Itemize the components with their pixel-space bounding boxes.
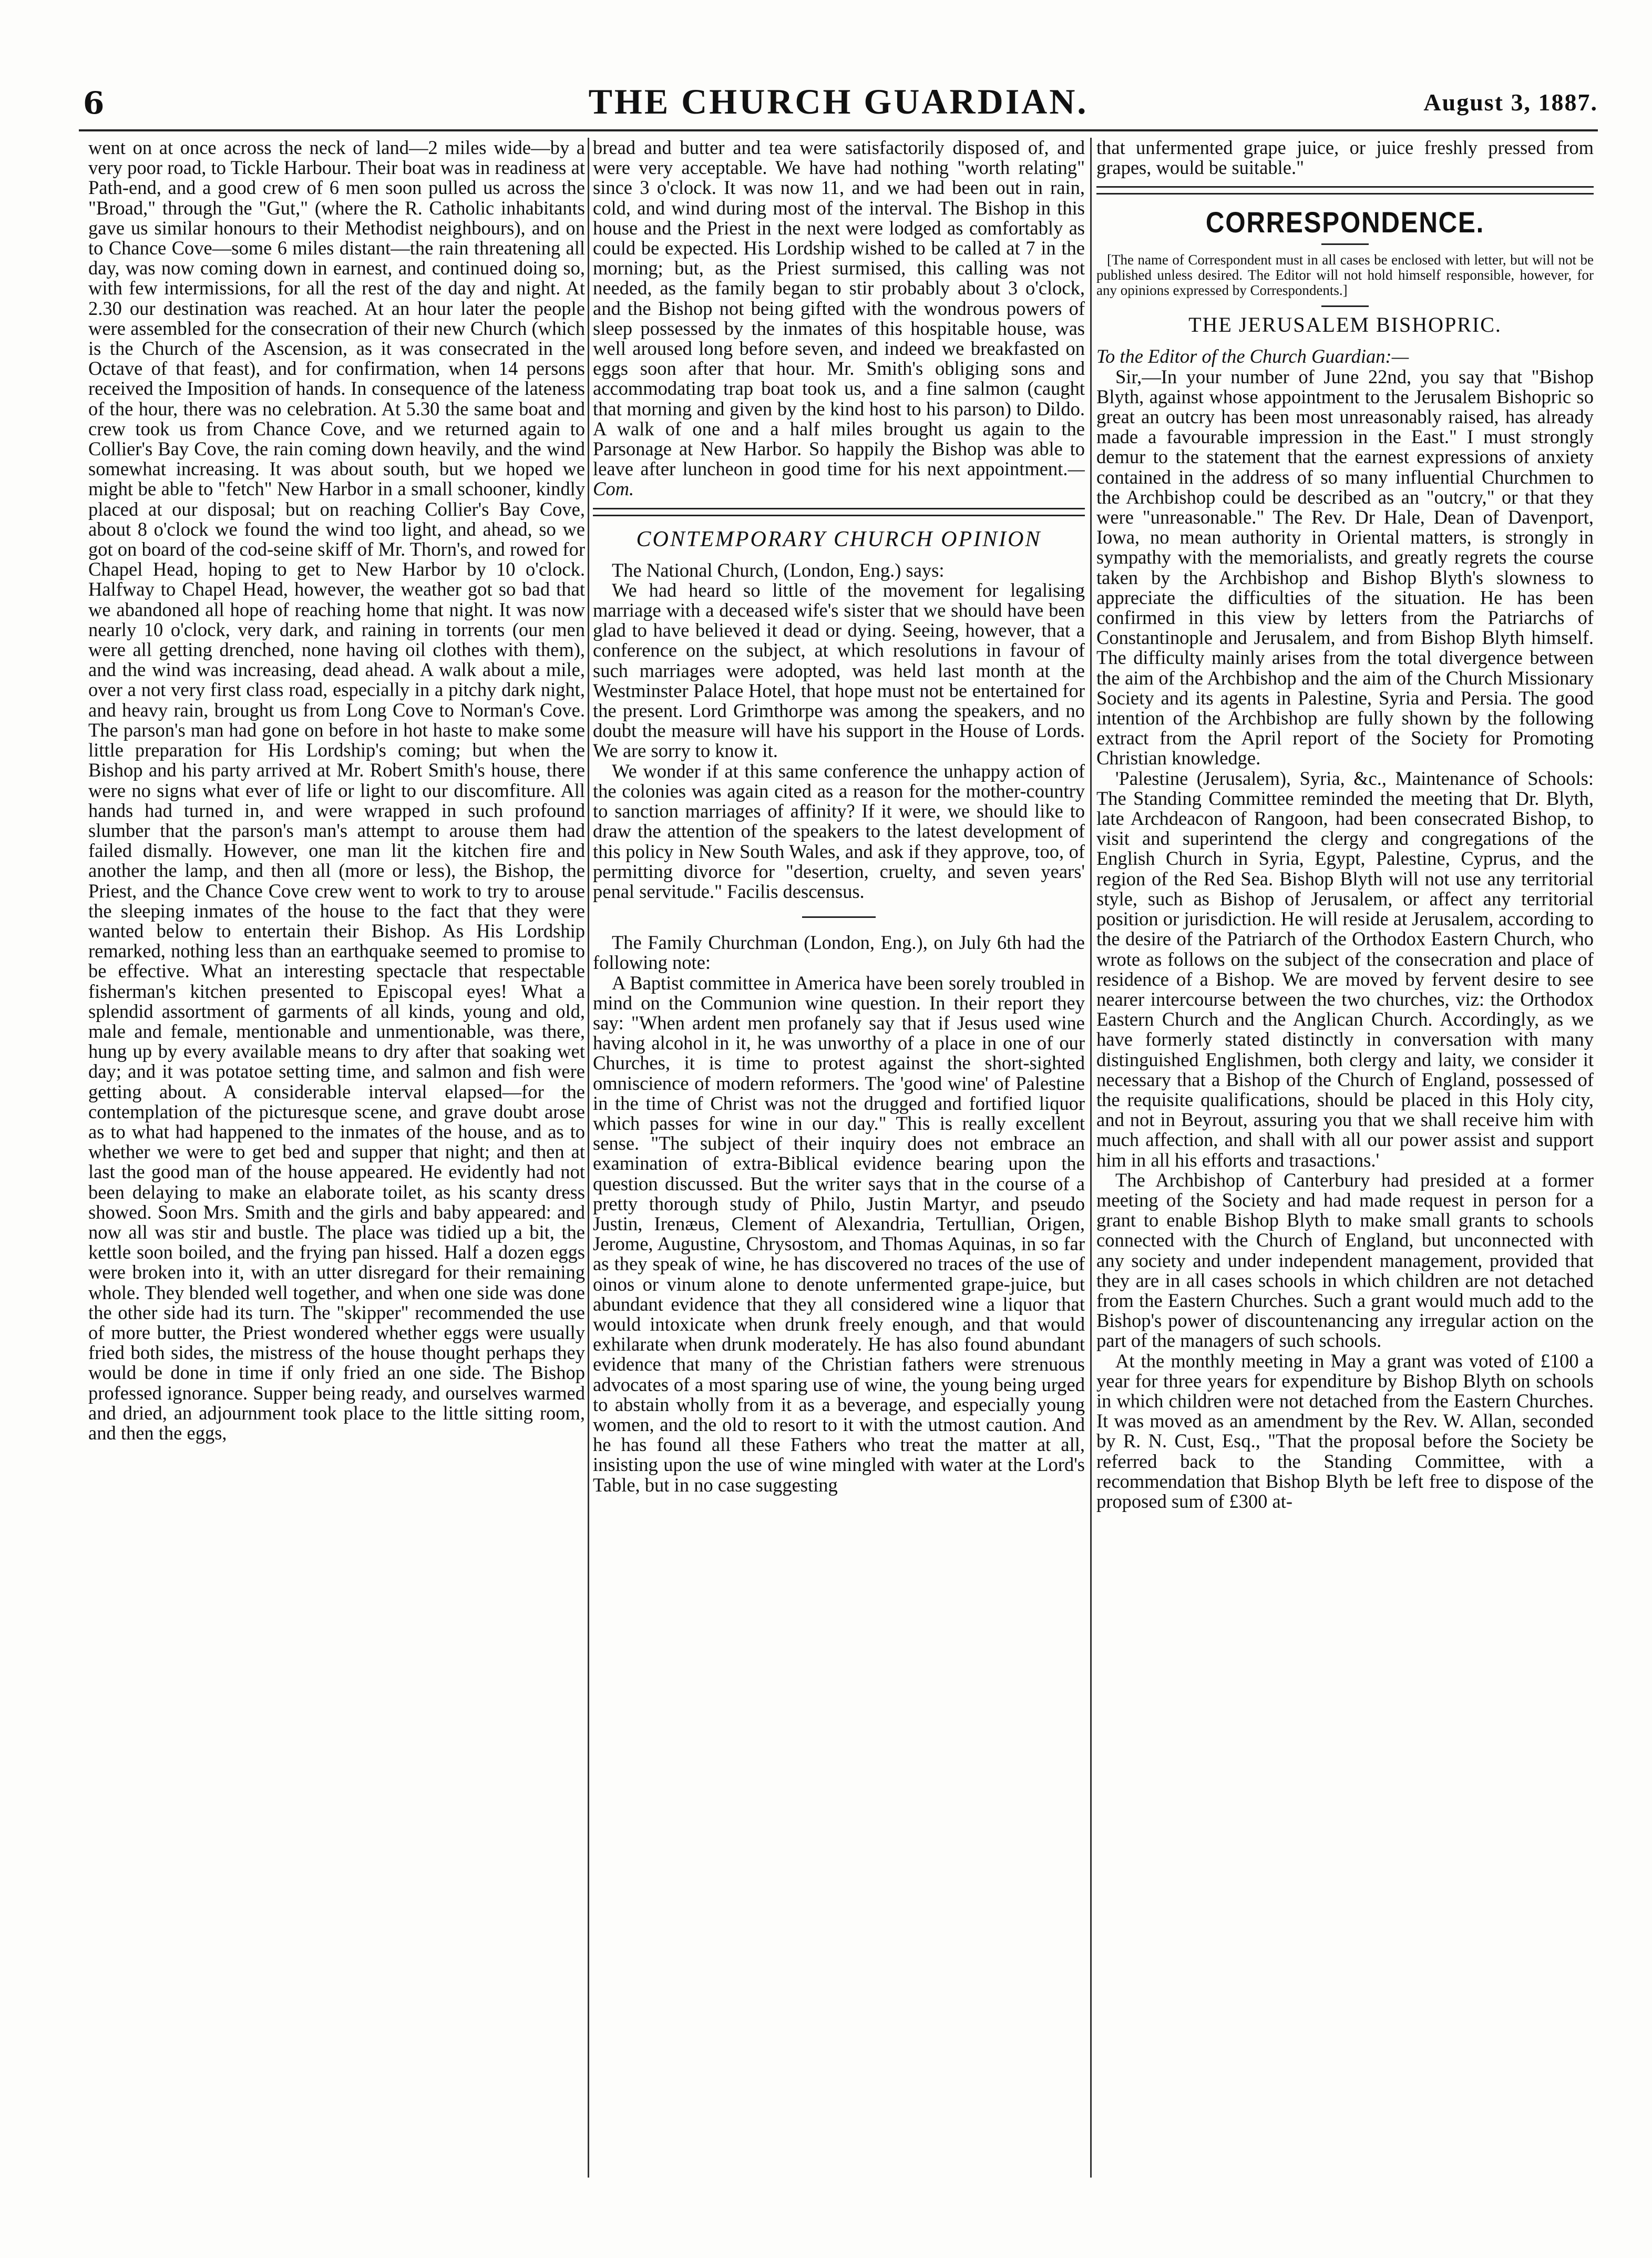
- source-intro: The National Church, (London, Eng.) says:: [612, 559, 945, 581]
- quoted-paragraph: We wonder if at this same conference the unhappy action of the colonies was again cited as a reason for the mother-country to sanction marriages of affinity? If it were, we should like to draw the attention of the speakers to the latest development of this policy in New South Wales, and ask if they approve, too, of permitting divorce for "desertion, cruelty, and seven years' penal servitude." Facilis descensus.: [593, 760, 1085, 902]
- narrative-continuation-text: bread and butter and tea were satisfactorily disposed of, and were very acceptable. We have had nothing "worth relating" since 3 o'clock. It was now 11, and we had been out in rain, cold, and wind during most of the interval. The Bishop in this house and the Priest in the next were lodged as comfortably as could be expected. His Lordship wished to be called at 7 in the morning; but, as the Priest surmised, this calling was not needed, as the family began to stir probably about 3 o'clock, and the Bishop not being gifted with the wondrous powers of sleep possessed by the inmates of this hospitable house, was well aroused long before seven, and indeed we breakfasted on eggs soon after that hour. Mr. Smith's obliging sons and accommodating trap boat took us, and a fine salmon (caught that morning and given by the kind host to his parson) to Dildo. A walk of one and a half miles brought us again to the Parsonage at New Harbor. So happily the Bishop was able to leave after luncheon in good time for his next appointment.: [593, 138, 1085, 480]
- column-divider: [1090, 138, 1092, 2178]
- source-intro: The Family Churchman (London, Eng.), on July 6th had the following note:: [593, 932, 1085, 974]
- separator-rule: [1321, 305, 1369, 307]
- article-heading: THE JERUSALEM BISHOPRIC.: [1188, 313, 1502, 337]
- masthead-rule: [79, 129, 1598, 131]
- correspondence-note: [The name of Correspondent must in all cases be enclosed with letter, but will not be published unless desired. The Editor will not hold himself responsible, however, for any opinions expressed by Correspondents.]: [1096, 252, 1594, 299]
- masthead: [79, 79, 1598, 126]
- column-divider: [588, 138, 589, 2178]
- letter-paragraph: The Archbishop of Canterbury had presided at a former meeting of the Society and had made request in person for a grant to enable Bishop Blyth to make small grants to schools connected with the Church of England, but unconnected with any society and under independent management, provided that they are in all cases schools in which children are not detached from the Eastern Churches. Such a grant would much add to the Bishop's power of discountenancing any irregular action on the part of the managers of such schools.: [1096, 1169, 1594, 1352]
- correspondence-heading: CORRESPONDENCE.: [1205, 206, 1485, 239]
- section-rule: [1096, 186, 1594, 195]
- narrative-paragraph: went on at once across the neck of land—2 miles wide—by a very poor road, to Tickle Harbour. Their boat was in readiness at Path-end, and a good crew of 6 men soon pulled us across the "Broad," through the "Gut," (where the R. Catholic inhabitants gave us similar honours to their Methodist neighbours), and on to Chance Cove—some 6 miles distant—the rain threatening all day, was now coming down in earnest, and continued doing so, with few intermissions, for all the rest of the day and night. At 2.30 our destination was reached. At an hour later the people were assembled for the consecration of their new Church (which is the Church of the Ascension, as it was consecrated in the Octave of that feast), and for confirmation, when 14 persons received the Imposition of hands. In consequence of the lateness of the hour, there was no celebration. At 5.30 the same boat and crew took us from Chance Cove, and we returned again to Collier's Bay Cove, the rain coming down heavily, and the wind somewhat increasing. It was about south, but we hoped we might be able to "fetch" New Harbor in a small schooner, kindly placed at our disposal; but on reaching Collier's Bay Cove, about 8 o'clock we found the wind too light, and ahead, so we got on board of the cod-seine skiff of Mr. Thorn's, and rowed for Chapel Head, hoping to get to New Harbor by 10 o'clock. Halfway to Chapel Head, however, the weather got so bad that we abandoned all hope of reaching home that night. It was now nearly 10 o'clock, very dark, and raining in torrents (our men were all getting drenched, none having oil clothes with them), and the wind was increasing, dead ahead. A walk about a mile, over a not very first class road, especially in a pitchy dark night, and heavy rain, brought us from Long Cove to Norman's Cove. The parson's man had gone on before in hot haste to make some little preparation for His Lordship's coming; but when the Bishop and his party arrived at Mr. Robert Smith's house, there were no signs what ever of life or light to our discomfiture. All hands had turned in, and were wrapped in such profound slumber that the parson's man's attempt to arouse them had failed dismally. However, one man lit the kitchen fire and another the lamp, and then all (more or less), the Bishop, the Priest, and the Chance Cove crew went to work to try to arouse the sleeping inmates of the house to the fact that they were wanted below to entertain their Bishop. As His Lordship remarked, nothing less than an earthquake seemed to promise to be effective. What an interesting spectacle that respectable fisherman's kitchen presented to Episcopal eyes! What a splendid assortment of garments of all kinds, young and old, male and female, mentionable and unmentionable, was there, hung up by every available means to dry after that soaking wet day; and it was potatoe setting time, and salmon and fish were getting about. A considerable interval elapsed—for the contemplation of the picturesque scene, and grave doubt arose as to what had happened to the inmates of the house, and as to whether we were to get bed and supper that night; and then at last the good man of the house appeared. He evidently had not been delaying to make an elaborate toilet, as his scanty dress showed. Soon Mrs. Smith and the girls and baby appeared: and now all was stir and bustle. The place was tidied up a bit, the kettle soon boiled, and the frying pan hissed. Half a dozen eggs were broken into it, with an utter disregard for their remaining whole. They blended well together, and when one side was done the other side had its turn. The "skipper" recommended the use of more butter, the Priest wondered whether eggs were usually fried both sides, the mistress of the house thought perhaps they would be done in time if only fried an one side. The Bishop professed ignorance. Supper being ready, and ourselves warmed and dried, an adjournment took place to the little sitting room, and then the eggs,: [88, 138, 585, 1444]
- salutation: To the Editor of the Church Guardian:—: [1096, 345, 1409, 367]
- separator-rule: [802, 916, 876, 918]
- signoff: —Com.: [593, 458, 1085, 500]
- quoted-paragraph-end: that unfermented grape juice, or juice freshly pressed from grapes, would be suitable.": [1096, 138, 1594, 179]
- page-number: 6: [83, 85, 105, 121]
- section-rule: [593, 508, 1085, 516]
- column-1: [88, 138, 585, 2188]
- separator-rule: [1321, 243, 1369, 245]
- section-heading: CONTEMPORARY CHURCH OPINION: [636, 527, 1042, 551]
- narrative-continuation: [593, 138, 1085, 499]
- letter-paragraph: 'Palestine (Jerusalem), Syria, &c., Maintenance of Schools: The Standing Committee reminded the meeting that Dr. Blyth, late Archdeacon of Rangoon, had been consecrated Bishop, to visit and superintend the clergy and congregations of the English Church in Syria, Egypt, Palestine, Cyprus, and the region of the Red Sea. Bishop Blyth will not use any territorial style, such as Bishop of Jerusalem, or affect any territorial position or jurisdiction. He will reside at Jerusalem, according to the desire of the Patriarch of the Orthodox Eastern Church, who wrote as follows on the subject of the consecration and place of residence of a Bishop. We are moved by fervent desire to see nearer intercourse between the two churches, viz: the Orthodox Eastern Church and the Anglican Church. Accordingly, as we have formerly stated distinctly in conversation with many distinguished Englishmen, both clergy and laity, we consider it necessary that a Bishop of the Church of England, possessed of the requisite qualifications, should be placed in this Holy city, and not in Beyrout, assuring you that we shall receive him with much affection, and shall with all our power assist and support him in all his efforts and trasactions.': [1096, 767, 1594, 1171]
- quoted-paragraph: A Baptist committee in America have been sorely troubled in mind on the Communion wine question. In their report they say: "When ardent men profanely say that if Jesus used wine having alcohol in it, he was unworthy of a place in one of our Churches, it is time to protest against the short-sighted omniscience of modern reformers. The 'good wine' of Palestine in the time of Christ was not the drugged and fortified liquor which passes for wine in our day." This is really excellent sense. "The subject of their inquiry does not embrace an examination of extra-Biblical evidence bearing upon the question discussed. But the writer says that in the course of a pretty thorough study of Philo, Justin Martyr, and pseudo Justin, Irenæus, Clement of Alexandria, Tertullian, Origen, Jerome, Augustine, Chrysostom, and Thomas Aquinas, in so far as they speak of wine, he has discovered no traces of the use of oinos or vinum alone to denote unfermented grape-juice, but abundant evidence that they all considered wine a liquor that would intoxicate when drunk freely enough, and that would exhilarate when drunk moderately. He has also found abundant evidence that many of the Christian fathers were strenuous advocates of a most sparing use of wine, the young being urged to abstain wholly from it as a beverage, and especially young women, and the old to resort to it with the utmost caution. And he has found all these Fathers who treat the matter at all, insisting upon the use of wine mingled with water at the Lord's Table, but in no case suggesting: [593, 972, 1085, 1496]
- issue-date: August 3, 1887.: [1423, 89, 1598, 116]
- letter-paragraph: Sir,—In your number of June 22nd, you say that "Bishop Blyth, against whose appointment to the Jerusalem Bishopric so great an outcry has been most unreasonably raised, has already made a favourable impression in the East." I must strongly demur to the statement that the earnest expressions of anxiety contained in the address of so many influential Churchmen to the Archbishop could be described as an "outcry," or that they were "unreasonable." The Rev. Dr Hale, Dean of Davenport, Iowa, no mean authority in Oriental matters, is strongly in sympathy with the memorialists, and greatly regrets the course taken by the Archbishop and Bishop Blyth's slowness to appreciate the difficulties of the situation. He has been confirmed in this view by letters from the Patriarchs of Constantinople and Jerusalem, and from Bishop Blyth himself. The difficulty mainly arises from the total divergence between the aim of the Archbishop and the aim of the Church Missionary Society and its agents in Palestine, Syria and Persia. The good intention of the Archbishop are fully shown by the following extract from the April report of the Society for Promoting Christian knowledge.: [1096, 365, 1594, 769]
- paper-title: THE CHURCH GUARDIAN.: [588, 81, 1089, 121]
- column-3: [1096, 138, 1594, 2188]
- quoted-paragraph: We had heard so little of the movement for legalising marriage with a deceased wife's sister that we should have been glad to have believed it dead or dying. Seeing, however, that a conference on the subject, at which resolutions in favour of such marriages were adopted, was held last month at the Westminster Palace Hotel, that hope must not be entertained for the present. Lord Grimthorpe was among the speakers, and no doubt the measure will have his support in the House of Lords. We are sorry to know it.: [593, 579, 1085, 762]
- column-2: [593, 138, 1085, 2188]
- letter-paragraph: At the monthly meeting in May a grant was voted of £100 a year for three years for expenditure by Bishop Blyth on schools in which children were not detached from the Eastern Churches. It was moved as an amendment by the Rev. W. Allan, seconded by R. N. Cust, Esq., "That the proposal before the Society be referred back to the Standing Committee, with a recommendation that Bishop Blyth be left free to dispose of the proposed sum of £300 at-: [1096, 1350, 1594, 1512]
